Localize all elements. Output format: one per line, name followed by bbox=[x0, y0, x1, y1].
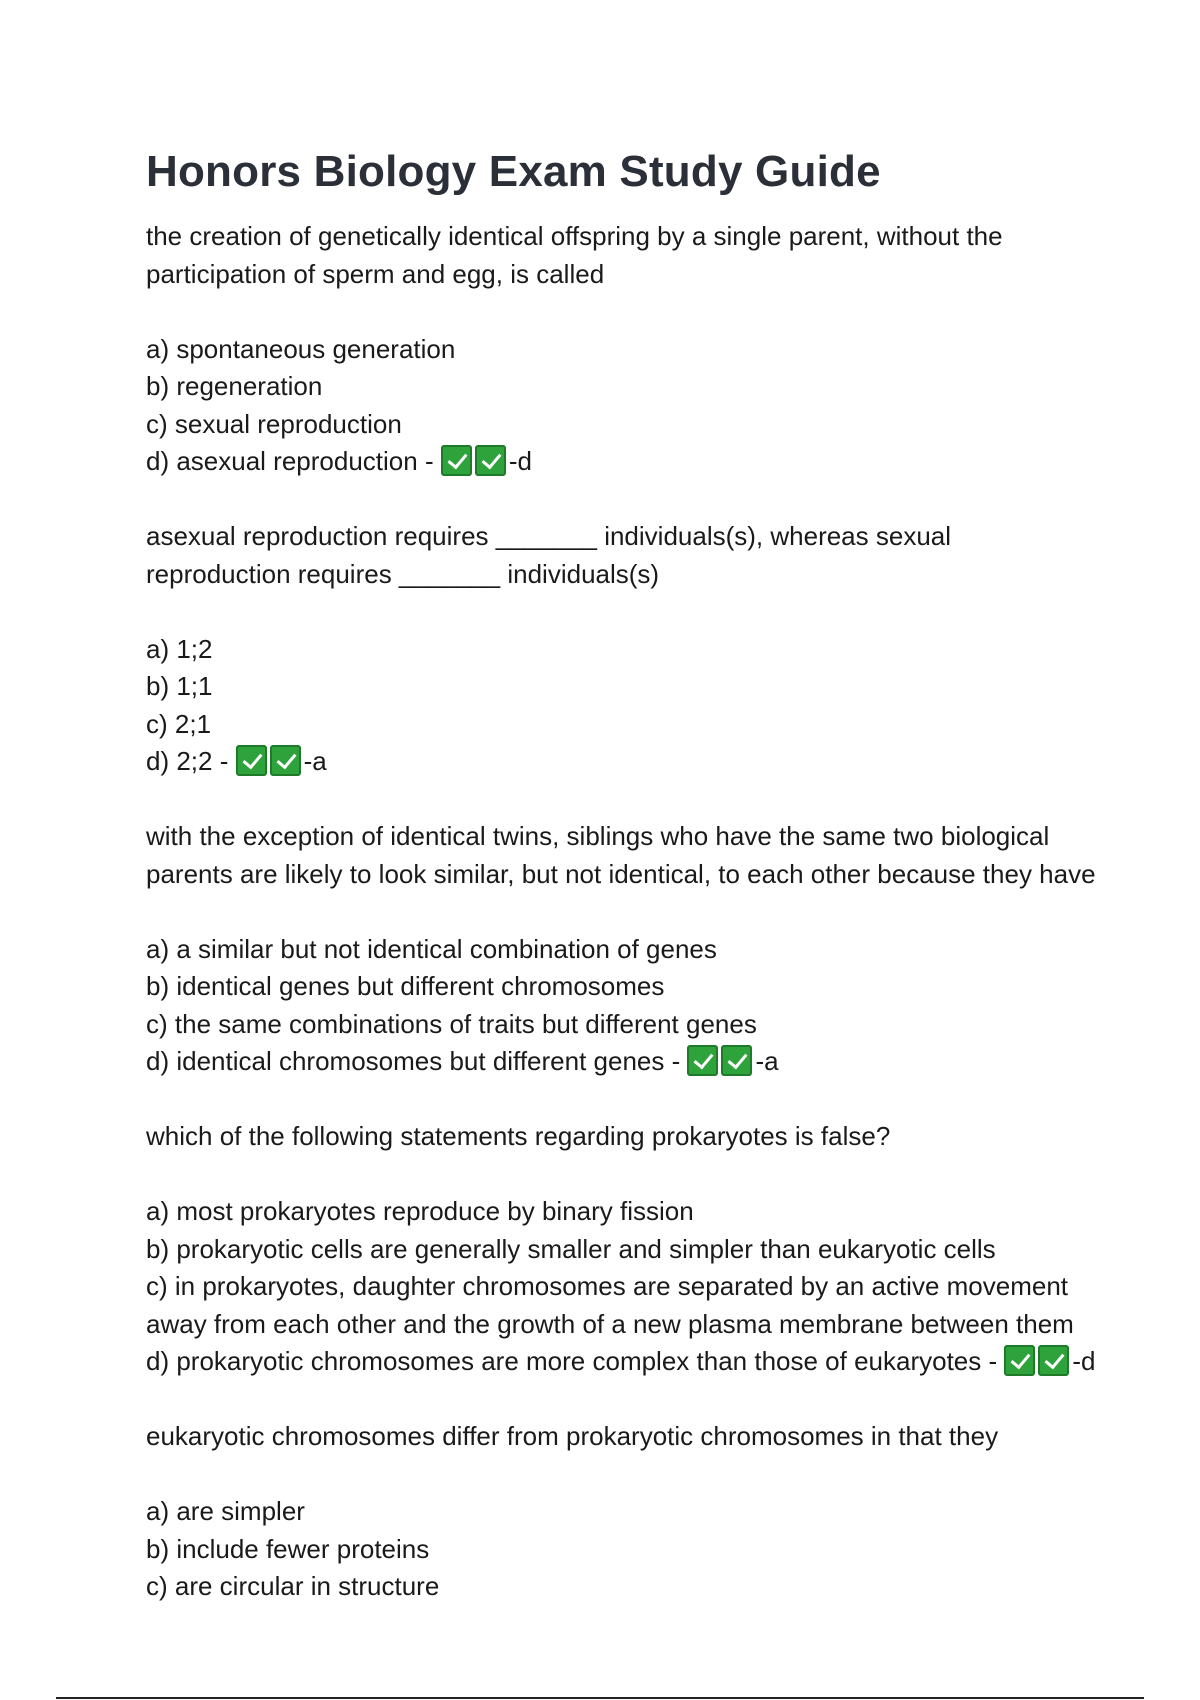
option-list bbox=[146, 1193, 1096, 1381]
option-c: c) sexual reproduction bbox=[146, 408, 402, 439]
check-box-icon bbox=[270, 745, 301, 776]
option-d-line bbox=[146, 1343, 1096, 1381]
option-b: b) include fewer proteins bbox=[146, 1533, 430, 1564]
option-d: d) prokaryotic chromosomes are more complex than those of eukaryotes - bbox=[146, 1346, 1005, 1376]
option-list bbox=[146, 931, 1096, 1081]
option-d-line bbox=[146, 1043, 1096, 1081]
option-d-line bbox=[146, 443, 1096, 481]
option-a: a) most prokaryotes reproduce by binary fission bbox=[146, 1196, 694, 1226]
check-box-icon bbox=[1004, 1345, 1035, 1376]
option-b: b) prokaryotic cells are generally smaller and simpler than eukaryotic cells bbox=[146, 1233, 996, 1264]
page-bottom-divider bbox=[56, 1697, 1144, 1699]
option-list bbox=[146, 331, 1096, 481]
option-a: a) spontaneous generation bbox=[146, 333, 456, 364]
answer-key: -d bbox=[508, 446, 532, 476]
option-a: a) are simpler bbox=[146, 1496, 305, 1526]
question-text: which of the following statements regarding prokaryotes is false? bbox=[146, 1121, 891, 1151]
option-a: a) 1;2 bbox=[146, 633, 213, 664]
answer-key: -a bbox=[755, 1046, 779, 1076]
check-box-icon bbox=[1038, 1345, 1069, 1376]
option-d: d) asexual reproduction - bbox=[146, 446, 441, 476]
check-box-icon bbox=[721, 1045, 752, 1076]
option-list bbox=[146, 1493, 1096, 1606]
check-box-icon bbox=[441, 445, 472, 476]
option-c: c) 2;1 bbox=[146, 708, 212, 739]
check-box-icon bbox=[687, 1045, 718, 1076]
option-b: b) regeneration bbox=[146, 371, 323, 401]
answer-key: -d bbox=[1072, 1346, 1096, 1376]
question-text: the creation of genetically identical offspring by a single parent, without the participation of sperm and egg, is called bbox=[146, 221, 1010, 289]
question-text: with the exception of identical twins, siblings who have the same two biological parents are likely to look similar, but not identical, to each other because they have bbox=[146, 821, 1096, 889]
answer-key: -a bbox=[303, 746, 327, 776]
option-list bbox=[146, 631, 1096, 781]
option-b: b) identical genes but different chromosomes bbox=[146, 971, 665, 1001]
option-c: c) the same combinations of traits but different genes bbox=[146, 1008, 757, 1039]
question-text: asexual reproduction requires _______ individuals(s), whereas sexual reproduction requires _______ individuals(s) bbox=[146, 521, 959, 589]
check-box-icon bbox=[475, 445, 506, 476]
option-b: b) 1;1 bbox=[146, 671, 213, 701]
question-text: eukaryotic chromosomes differ from prokaryotic chromosomes in that they bbox=[146, 1421, 999, 1451]
option-d-line bbox=[146, 743, 1096, 781]
option-c: c) in prokaryotes, daughter chromosomes are separated by an active movement away from each other and the growth of a new plasma membrane between them bbox=[146, 1271, 1074, 1339]
option-d: d) 2;2 - bbox=[146, 746, 236, 776]
check-box-icon bbox=[236, 745, 267, 776]
option-c: c) are circular in structure bbox=[146, 1571, 440, 1601]
option-a: a) a similar but not identical combination of genes bbox=[146, 933, 717, 964]
document-page bbox=[146, 144, 1096, 1643]
option-d: d) identical chromosomes but different genes - bbox=[146, 1046, 688, 1076]
page-title: Honors Biology Exam Study Guide bbox=[146, 147, 881, 196]
